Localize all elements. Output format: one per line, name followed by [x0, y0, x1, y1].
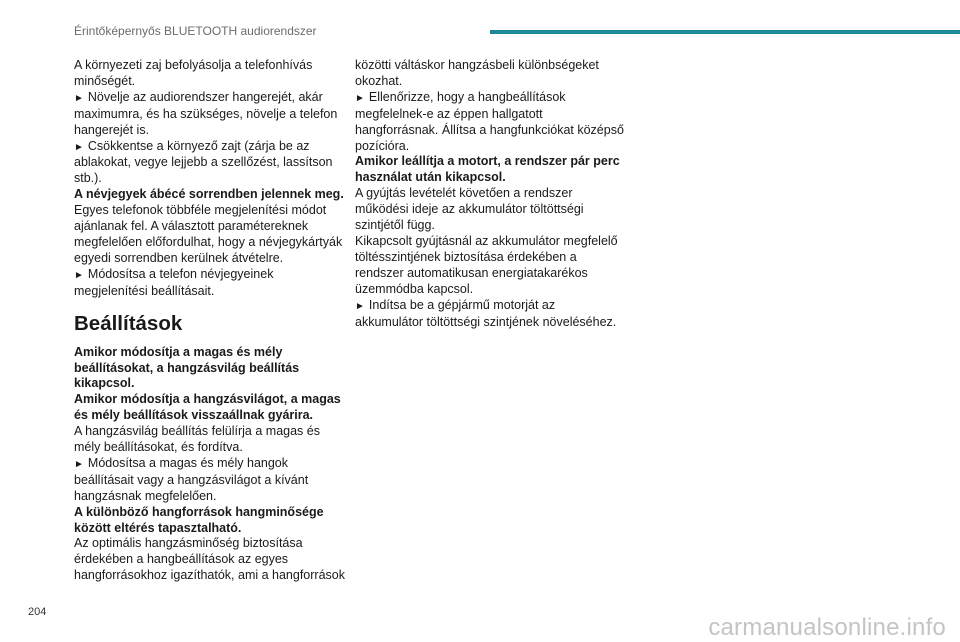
header-accent-bar — [490, 30, 960, 34]
bullet-arrow-icon: ► — [74, 269, 84, 281]
page-number: 204 — [28, 606, 47, 618]
bullet-paragraph — [355, 90, 625, 155]
section-heading: Beállítások — [74, 311, 183, 335]
text-paragraph: Kikapcsolt gyújtásnál az akkumulátor megfelelő töltésszintjének biztosítása érdekében a rendszer automatikusan energiatakarékos üzemmódba kapcsol. — [355, 233, 618, 296]
bullet-text: Csökkentse a környező zajt (zárja be az ablakokat, vegye lejjebb a szellőzést, lassítson stb.). — [74, 138, 333, 186]
bullet-paragraph — [355, 298, 625, 331]
watermark-text: carmanualsonline.info — [708, 614, 946, 641]
bold-paragraph: Amikor módosítja a hangzásvilágot, a magas és mély beállítások visszaállnak gyárira. — [74, 392, 341, 423]
text-paragraph: Egyes telefonok többféle megjelenítési módot ajánlanak fel. A választott paramétereknek megfelelően előfordulhat, hogy a névjegykártyák egyedi sorrendben kerülnek átvételre. — [74, 203, 343, 265]
bold-paragraph: A különböző hangforrások hangminősége között eltérés tapasztalható. — [74, 504, 324, 535]
bullet-arrow-icon: ► — [74, 92, 84, 104]
bold-paragraph: Amikor módosítja a magas és mély beállításokat, a hangzásvilág beállítás kikapcsol. — [74, 344, 300, 391]
bullet-text: Indítsa be a gépjármű motorját az akkumulátor töltöttségi szintjének növeléséhez. — [355, 297, 617, 329]
bullet-paragraph — [74, 456, 349, 505]
bullet-paragraph — [74, 90, 349, 139]
bullet-text: Ellenőrizze, hogy a hangbeállítások megfelelnek-e az éppen hallgatott hangforrásnak. Állítsa a hangfunkciókat középső pozícióra. — [355, 89, 624, 153]
text-paragraph: A környezeti zaj befolyásolja a telefonhívás minőségét. — [74, 58, 313, 88]
page-header-title: Érintőképernyős BLUETOOTH audiorendszer — [74, 24, 317, 38]
bullet-paragraph — [74, 139, 349, 188]
text-paragraph: közötti váltáskor hangzásbeli különbségeket okozhat. — [355, 58, 599, 88]
bullet-arrow-icon: ► — [74, 141, 84, 153]
bold-paragraph: A névjegyek ábécé sorrendben jelennek meg. — [74, 187, 344, 202]
right-column — [355, 58, 625, 330]
left-column — [74, 58, 349, 584]
bullet-arrow-icon: ► — [355, 92, 365, 104]
bullet-paragraph — [74, 267, 349, 300]
text-paragraph: A hangzásvilág beállítás felülírja a magas és mély beállításokat, és fordítva. — [74, 424, 320, 455]
bullet-text: Növelje az audiorendszer hangerejét, akár maximumra, és ha szükséges, növelje a telefon hangerejét is. — [74, 89, 338, 137]
bullet-text: Módosítsa a magas és mély hangok beállításait vagy a hangzásvilágot a kívánt hangzásnak megfelelően. — [74, 455, 309, 503]
bullet-arrow-icon: ► — [355, 300, 365, 312]
text-paragraph: A gyújtás levételét követően a rendszer működési ideje az akkumulátor töltöttségi szintjétől függ. — [355, 186, 584, 233]
bullet-arrow-icon: ► — [74, 458, 84, 470]
bullet-text: Módosítsa a telefon névjegyeinek megjelenítési beállításait. — [74, 266, 274, 298]
bold-paragraph: Amikor leállítja a motort, a rendszer pár perc használat után kikapcsol. — [355, 154, 620, 185]
text-paragraph: Az optimális hangzásminőség biztosítása érdekében a hangbeállítások az egyes hangforrásokhoz igazíthatók, ami a hangforrások — [74, 536, 345, 583]
